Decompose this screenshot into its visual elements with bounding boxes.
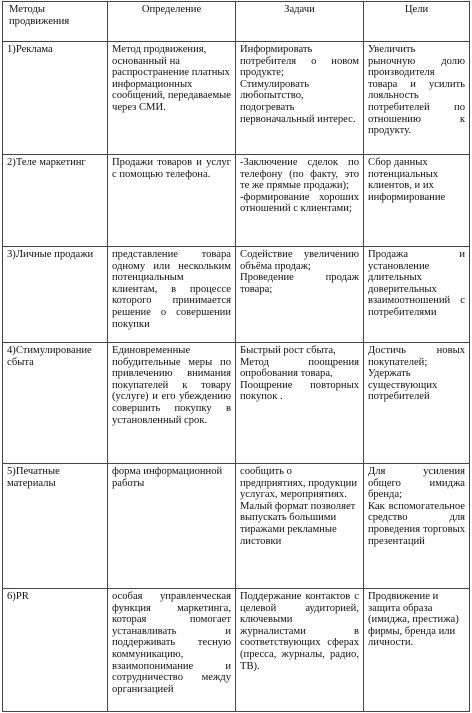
task-text: сообщить о предприятиях, продукции услугах, мероприятиях. Малый формат позволяет выпускать большими тиражами рекламные листовки (240, 466, 357, 547)
table-row (3, 155, 470, 247)
definition-text: Продажи товаров и услуг с помощью телефона. (112, 157, 231, 180)
definition-cell (108, 155, 236, 247)
goal-text: Продажа и установление длительных доверительных взаимоотношений с потребителями (368, 249, 465, 318)
definition-text: Метод продвижения, основанный на распространение платных информационных сообщений, передаваемые через СМИ. (112, 44, 231, 113)
goals-cell (364, 343, 470, 464)
tasks-cell (236, 42, 364, 155)
goals-cell (364, 589, 470, 712)
definition-text: Единовременные побудительные меры по привлечению внимания покупателей к товару (услуге) и его убеждению совершить покупку в установленный срок. (112, 345, 231, 426)
task-text: Проведение продаж товара; (240, 272, 359, 295)
table-row (3, 42, 470, 155)
definition-cell (108, 464, 236, 589)
method-cell: 6)PR (3, 589, 108, 712)
goals-cell (364, 42, 470, 155)
task-text: Метод поощрения опробования товара, (240, 356, 359, 380)
method-cell: 4)Стимулирование сбыта (3, 343, 108, 464)
definition-text: особая управленческая функция маркетинга, которая помогает устанавливать и поддерживать тесную коммуникацию, взаимопонимание и сотрудничество между организацией (112, 591, 231, 695)
header-tasks: Задачи (236, 2, 364, 42)
table-row (3, 247, 470, 343)
method-cell: 5)Печатные материалы (3, 464, 108, 589)
definition-text: форма информационной работы (112, 466, 223, 489)
goal-text: Удержать существующих потребителей (368, 368, 438, 403)
method-cell: 3)Личные продажи (3, 247, 108, 343)
method-cell: 2)Теле маркетинг (3, 155, 108, 247)
header-goals: Цели (364, 2, 470, 42)
definition-cell (108, 589, 236, 712)
goal-text: Продвижение и защита образа (имиджа, престижа) фирмы, бренда или личности. (368, 591, 459, 649)
goal-text: Для усиления общего имиджа бренда; (368, 466, 465, 501)
goal-text: Сбор данных потенциальных клиентов, и их информирование (368, 157, 446, 203)
task-text: Содействие увеличению объёма продаж; (240, 249, 359, 272)
task-text: -Заключение сделок по телефону (по факту, это те же прямые продажи); (240, 157, 359, 192)
task-text: Стимулировать любопытство, подогревать первоначальный интерес. (240, 78, 356, 125)
tasks-cell (236, 589, 364, 712)
definition-cell (108, 42, 236, 155)
promotion-methods-table (2, 1, 470, 712)
tasks-cell (236, 247, 364, 343)
tasks-cell (236, 464, 364, 589)
tasks-cell (236, 343, 364, 464)
definition-text: представление товара одному или нескольким потенциальным клиентам, в процессе которого принимается решение о совершении покупки (112, 249, 231, 330)
goal-text: Как вспомогательное средство для проведения торговых презентаций (368, 500, 465, 547)
goals-cell (364, 247, 470, 343)
table-row (3, 464, 470, 589)
task-text: Информировать потребителя о новом продукте; (240, 44, 359, 79)
task-text: Быстрый рост сбыта, (240, 345, 336, 356)
header-definition: Определение (108, 2, 236, 42)
goal-text: Увеличить рыночную долю производителя товара и усилить лояльность потребителей по отношению к продукту. (368, 44, 465, 137)
task-text: Поддержание контактов с целевой аудиторией, ключевыми журналистами в соответствующих сферах (пресса, журналы, радио, ТВ). (240, 591, 359, 672)
task-text: -формирование хороших отношений с клиентами; (240, 191, 359, 215)
definition-cell (108, 247, 236, 343)
method-cell: 1)Реклама (3, 42, 108, 155)
header-methods: Методы продвижения (3, 2, 108, 42)
header-row (3, 2, 470, 42)
goal-text: Достичь новых покупателей; (368, 345, 465, 368)
goals-cell (364, 464, 470, 589)
tasks-cell (236, 155, 364, 247)
definition-cell (108, 343, 236, 464)
table-row (3, 343, 470, 464)
table-row (3, 589, 470, 712)
task-text: Поощрение повторных покупок . (240, 379, 359, 403)
goals-cell (364, 155, 470, 247)
